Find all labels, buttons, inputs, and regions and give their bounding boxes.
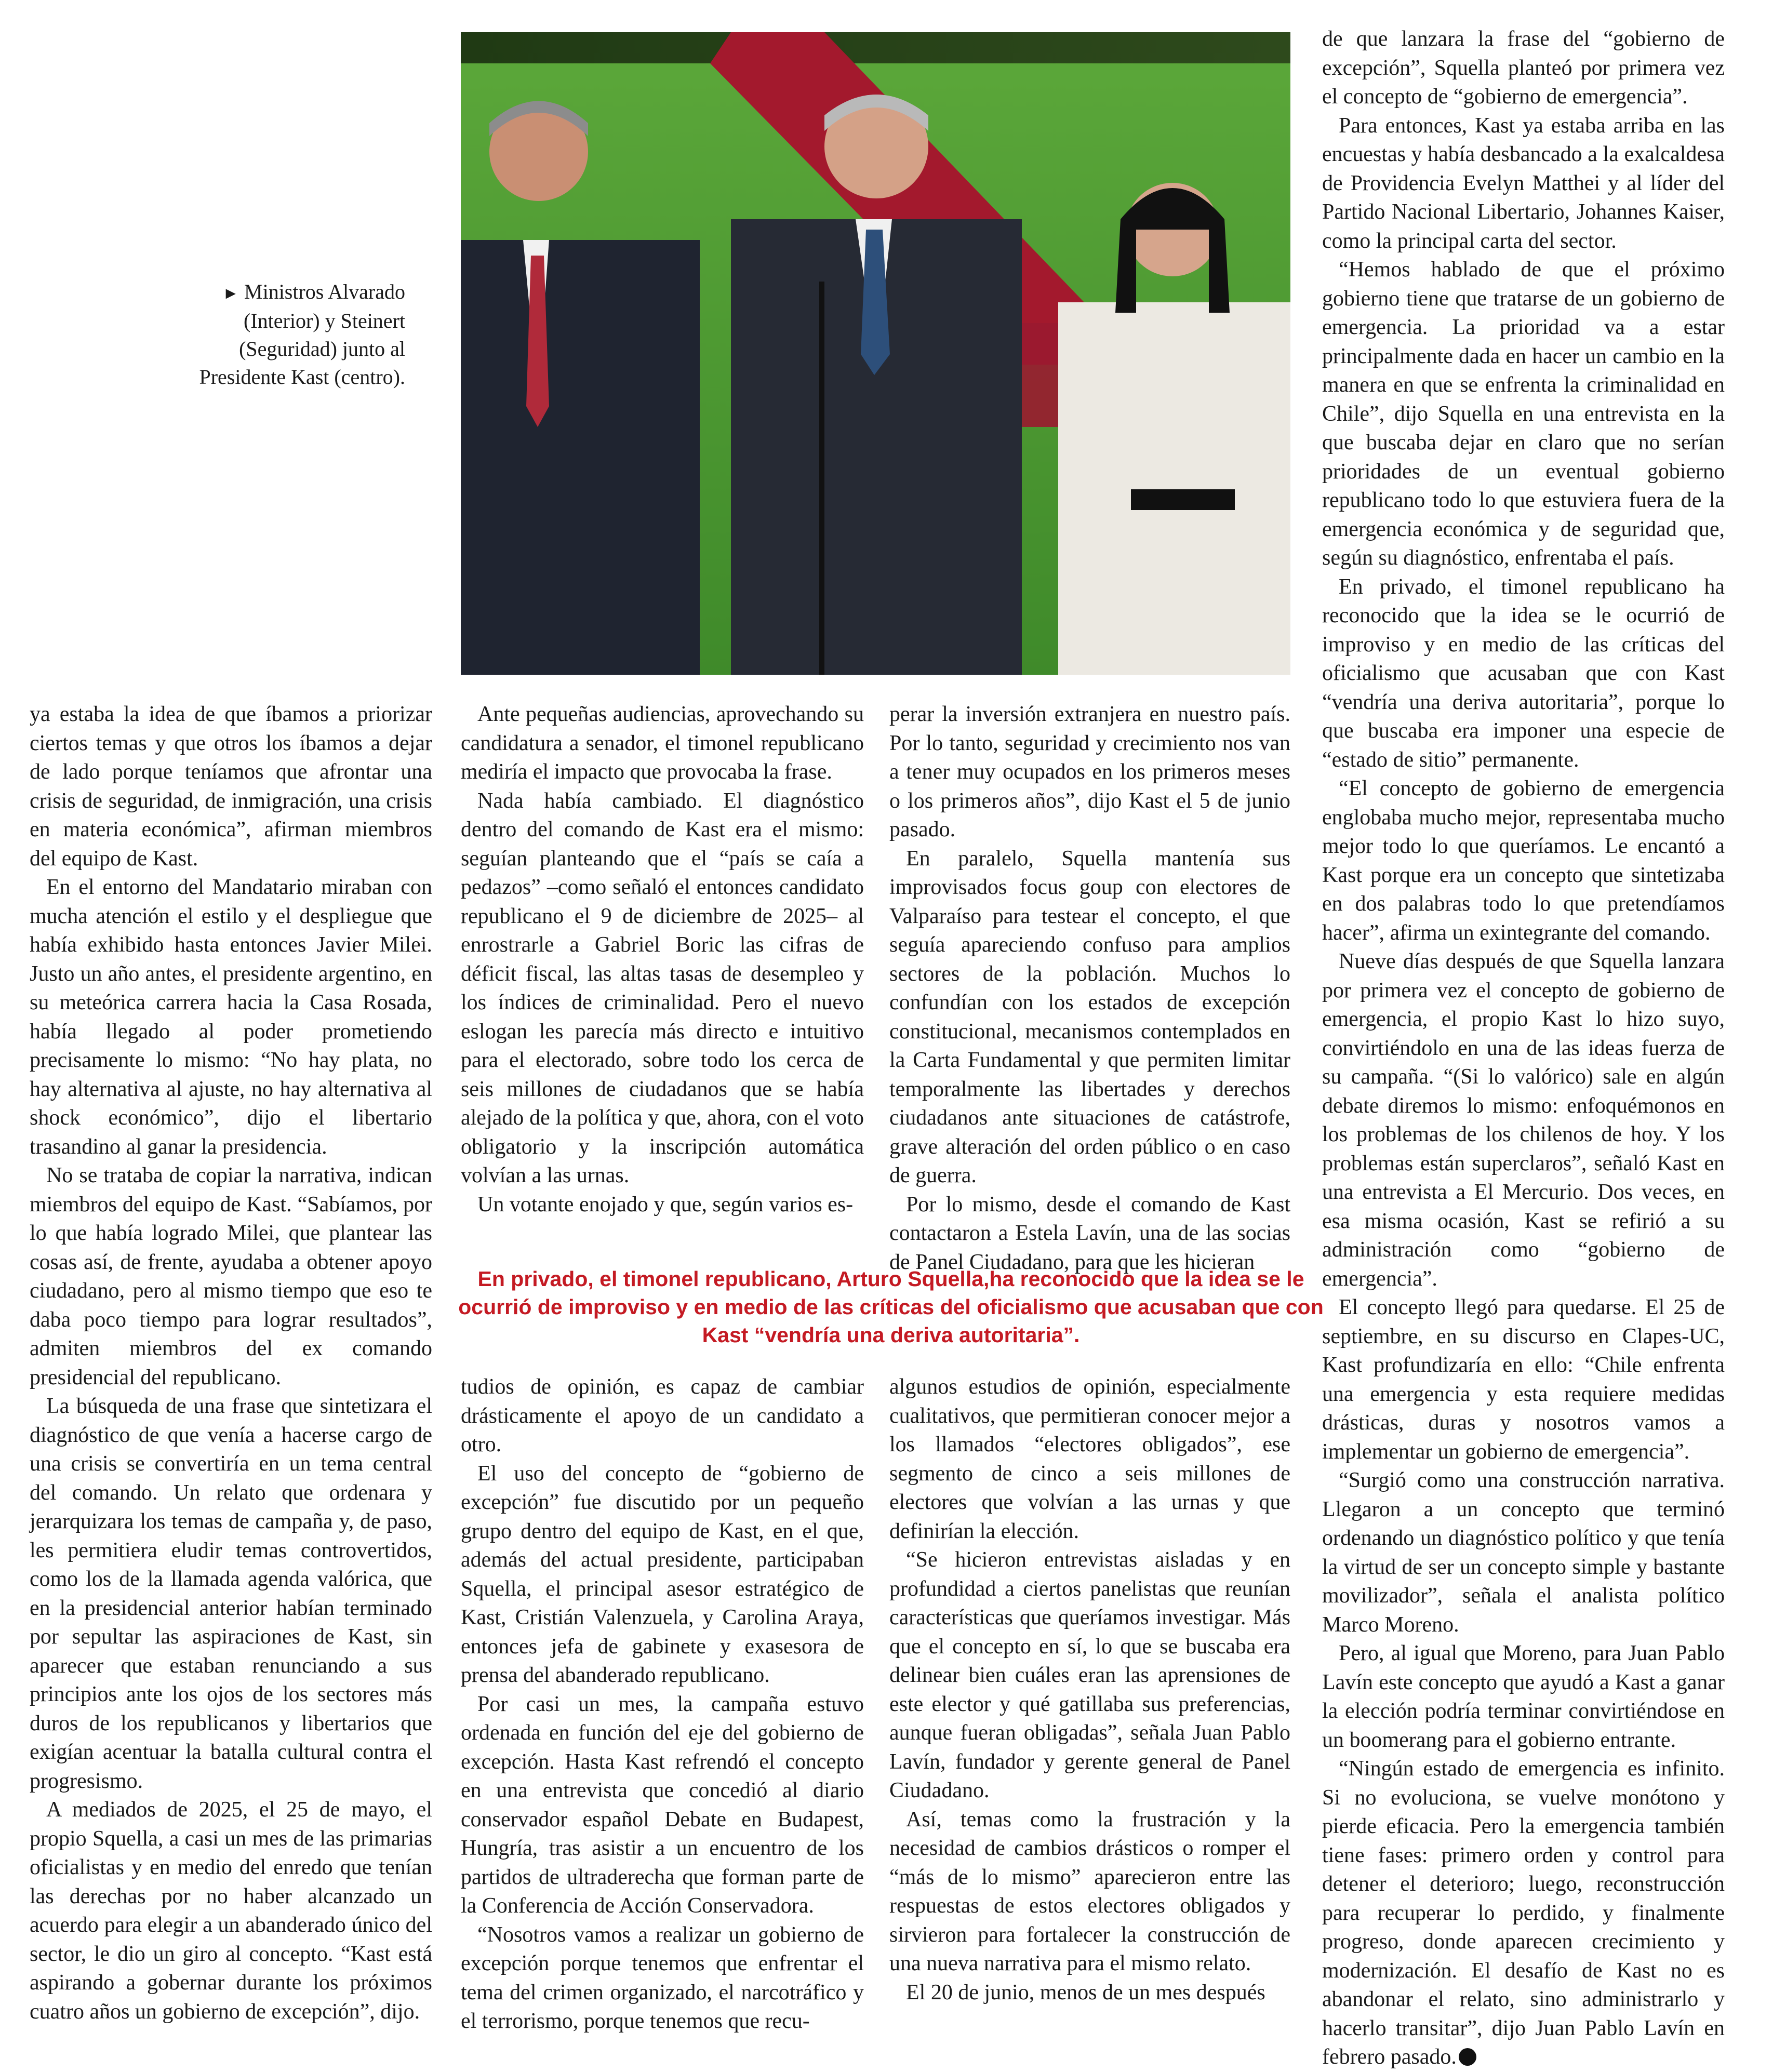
paragraph: Ante pequeñas audiencias, aprovechando su candidatura a senador, el timonel republicano mediría el impacto que provocaba la frase. xyxy=(461,702,864,784)
photo-caption xyxy=(156,278,405,391)
paragraph: Por lo mismo, desde el comando de Kast contactaron a Estela Lavín, una de las socias de Panel Ciudadano, para que les hicieran xyxy=(889,1192,1290,1274)
paragraph: En el entorno del Mandatario miraban con mucha atención el estilo y el despliegue que había exhibido hasta entonces Javier Milei. Justo un año antes, el presidente argentino, en su meteórica carrera hacia la Casa Rosada, había llegado al poder prometiendo precisamente lo mismo: “No hay plata, no hay alternativa al ajuste, no hay alternativa al shock económico”, dijo el libertario trasandino al ganar la presidencia. xyxy=(30,875,432,1159)
paragraph: Un votante enojado y que, según varios es- xyxy=(477,1192,854,1217)
column-2-top xyxy=(461,700,864,1219)
paragraph: “El concepto de gobierno de emergencia englobaba mucho mejor, representaba mucho mejor todo lo que queríamos. Le encantó a Kast porque era un concepto que sintetizaba en dos palabras todo lo que pretendíamos hacer”, afirma un exintegrante del comando. xyxy=(1322,777,1725,945)
paragraph: algunos estudios de opinión, especialmente cualitativos, que permitieran conocer mejor a los llamados “electores obligados”, ese segmento de cinco a seis millones de electores que volvían a las urnas y que definirían la elección. xyxy=(889,1375,1290,1543)
paragraph: “Nosotros vamos a realizar un gobierno de excepción porque tenemos que enfrentar el tema del crimen organizado, el narcotráfico y el terrorismo, porque tenemos que recu- xyxy=(461,1922,864,2033)
paragraph: La búsqueda de una frase que sintetizara el diagnóstico de que venía a hacerse cargo de una crisis se convertiría en un tema central del comando. Un relato que ordenara y jerarquizara los temas de campaña y, de paso, les permitiera eludir temas controvertidos, como los de la llamada agenda valórica, que en la presidencial anterior habían terminado por sepultar las aspiraciones de Kast, sin aparecer que estaban renunciando a sus principios ante los ojos de los sectores más duros de los republicanos y libertarios que exigían acentuar la batalla cultural contra el progresismo. xyxy=(30,1394,432,1793)
paragraph: En paralelo, Squella mantenía sus improvisados focus goup con electores de Valparaíso para testear el concepto, el que seguía apareciendo confuso para amplios sectores de la población. Muchos lo confundían con los estados de excepción constitucional, mecanismos contemplados en la Carta Fundamental y que permiten limitar temporalmente las libertades y derechos ciudadanos ante situaciones de catástrofe, grave alteración del orden público o en caso de guerra. xyxy=(889,846,1290,1187)
paragraph: de que lanzara la frase del “gobierno de excepción”, Squella planteó por primera vez el concepto de “gobierno de emergencia”. xyxy=(1322,27,1725,109)
end-mark-icon xyxy=(1459,2048,1476,2066)
paragraph: “Surgió como una construcción narrativa. Llegaron a un concepto que terminó ordenando un diagnóstico político y que tenía la virtud de ser un concepto simple y bastante movilizador”, señala el analista político Marco Moreno. xyxy=(1322,1468,1725,1637)
caption-text: Ministros Alvarado (Interior) y Steinert (Seguridad) junto al Presidente Kast (centro). xyxy=(199,280,405,389)
paragraph: tudios de opinión, es capaz de cambiar drásticamente el apoyo de un candidato a otro. xyxy=(461,1375,864,1456)
column-3-bottom xyxy=(889,1373,1290,2007)
column-3-top xyxy=(889,700,1290,1277)
paragraph: Nada había cambiado. El diagnóstico dentro del comando de Kast era el mismo: seguían planteando que el “país se caía a pedazos” –como señaló el entonces candidato republicano el 9 de diciembre de 2025– al enrostrarle a Gabriel Boric las cifras de déficit fiscal, las altas tasas de desempleo y los índices de criminalidad. Pero el nuevo eslogan les parecía más directo e intuitivo para el electorado, sobre todo los cerca de seis millones de ciudadanos que se había alejado de la política y que, ahora, con el voto obligatorio y la inscripción automática volvían a las urnas. xyxy=(461,788,864,1187)
paragraph: A mediados de 2025, el 25 de mayo, el propio Squella, a casi un mes de las primarias oficialistas y en medio del enredo que tenían las derechas por no haber alcanzado un acuerdo para elegir a un abanderado único del sector, le dio un giro al concepto. “Kast está aspirando a gobernar durante los próximos cuatro años un gobierno de excepción”, dijo. xyxy=(30,1798,432,2024)
paragraph: El concepto llegó para quedarse. El 25 de septiembre, en su discurso en Clapes-UC, Kast profundizaría en ello: “Chile enfrenta una emergencia y esta requiere medidas drásticas, duras y nosotros vamos a implementar un gobierno de emergencia”. xyxy=(1322,1295,1725,1464)
paragraph: Por casi un mes, la campaña estuvo ordenada en función del eje del gobierno de excepción. Hasta Kast refrendó el concepto en una entrevista que concedió al diario conservador español Debate en Budapest, Hungría, tras asistir a un encuentro de los partidos de ultraderecha que forman parte de la Conferencia de Acción Conservadora. xyxy=(461,1692,864,1918)
article-photo xyxy=(461,32,1290,675)
paragraph: En privado, el timonel republicano ha reconocido que la idea se le ocurrió de improviso y en medio de las críticas del oficialismo que acusaban que con Kast “vendría una deriva autoritaria”, porque lo que buscaba era imponer una especie de “estado de sitio” permanente. xyxy=(1322,574,1725,772)
pull-quote: En privado, el timonel republicano, Arturo Squella,ha reconocido que la idea se le ocurrió de improviso y en medio de las críticas del oficialismo que acusaban que con Kast “vendría una deriva autoritaria”. xyxy=(458,1267,1324,1347)
paragraph: ya estaba la idea de que íbamos a priorizar ciertos temas y que otros los íbamos a dejar de lado porque teníamos que afrontar una crisis de seguridad, de inmigración, una crisis en materia económica”, afirman miembros del equipo de Kast. xyxy=(30,702,432,871)
paragraph: Para entonces, Kast ya estaba arriba en las encuestas y había desbancado a la exalcaldesa de Providencia Evelyn Matthei y al líder del Partido Nacional Libertario, Johannes Kaiser, como la principal carta del sector. xyxy=(1322,113,1725,253)
paragraph: No se trataba de copiar la narrativa, indican miembros del equipo de Kast. “Sabíamos, por lo que había logrado Milei, que plantear las cosas así, de frente, ayudaba a obtener apoyo ciudadano, pero al mismo tiempo que eso te daba poco tiempo para lograr resultados”, admiten miembros del ex comando presidencial del republicano. xyxy=(30,1164,432,1389)
column-1 xyxy=(30,700,432,2026)
paragraph xyxy=(1322,1755,1725,2072)
paragraph: Así, temas como la frustración y la necesidad de cambios drásticos o romper el “más de lo mismo” aparecieron entre las respuestas de estos electores obligados y sirvieron para fortalecer la construcción de una nueva narrativa para el mismo relato. xyxy=(889,1807,1290,1975)
paragraph: Nueve días después de que Squella lanzara por primera vez el concepto de gobierno de emergencia, el propio Kast lo hizo suyo, convirtiéndolo en una de las ideas fuerza de su campaña. “(Si lo valórico) sale en algún debate diremos lo mismo: enfoquémonos en los problemas de los chilenos de hoy. Y los problemas están superclaros”, señaló Kast en una entrevista a El Mercurio. Dos veces, en esa misma ocasión, Kast se refirió a su administración como “gobierno de emergencia”. xyxy=(1322,950,1725,1291)
column-4 xyxy=(1322,25,1725,2072)
column-2-bottom xyxy=(461,1373,864,2036)
paragraph: El 20 de junio, menos de un mes después xyxy=(906,1980,1265,2004)
paragraph-text: “Ningún estado de emergencia es infinito. Si no evoluciona, se vuelve monótono y pierde eficacia. Pero la emergencia también tiene fases: primero orden y control para detener el deterioro; luego, reconstrucción para recuperar lo perdido, y finalmente progreso, donde aparecen crecimiento y modernización. El desafío de Kast no es abandonar el relato, sino administrarlo y hacerlo transitar”, dijo Juan Pablo Lavín en febrero pasado. xyxy=(1322,1757,1725,2069)
paragraph: perar la inversión extranjera en nuestro país. Por lo tanto, seguridad y crecimiento nos van a tener muy ocupados en los primeros meses o los primeros años”, dijo Kast el 5 de junio pasado. xyxy=(889,702,1290,841)
caption-arrow-icon: ► xyxy=(222,284,239,302)
paragraph: Pero, al igual que Moreno, para Juan Pablo Lavín este concepto que ayudó a Kast a ganar la elección podría terminar convirtiéndose en un boomerang para el gobierno entrante. xyxy=(1322,1641,1725,1752)
paragraph: El uso del concepto de “gobierno de excepción” fue discutido por un pequeño grupo dentro del equipo de Kast, en el que, además del actual presidente, participaban Squella, el principal asesor estratégico de Kast, Cristián Valenzuela, y Carolina Araya, entonces jefa de gabinete y exasesora de prensa del abanderado republicano. xyxy=(461,1461,864,1687)
paragraph: “Se hicieron entrevistas aisladas y en profundidad a ciertos panelistas que reunían características que queríamos investigar. Más que el concepto en sí, lo que se buscaba era delinear bien cuáles eran las aprensiones de este elector y qué gatillaba sus preferencias, aunque fueran obligadas”, señala Juan Pablo Lavín, fundador y gerente general de Panel Ciudadano. xyxy=(889,1548,1290,1802)
paragraph: “Hemos hablado de que el próximo gobierno tiene que tratarse de un gobierno de emergencia. La prioridad va a estar principalmente dada en hacer un cambio en la manera en que se enfrenta la criminalidad en Chile”, dijo Squella en una entrevista en la que buscaba dejar en claro que no serían prioridades de un eventual gobierno republicano todo lo que estuviera fuera de la emergencia económica y de seguridad que, según su diagnóstico, enfrentaba el país. xyxy=(1322,258,1725,570)
